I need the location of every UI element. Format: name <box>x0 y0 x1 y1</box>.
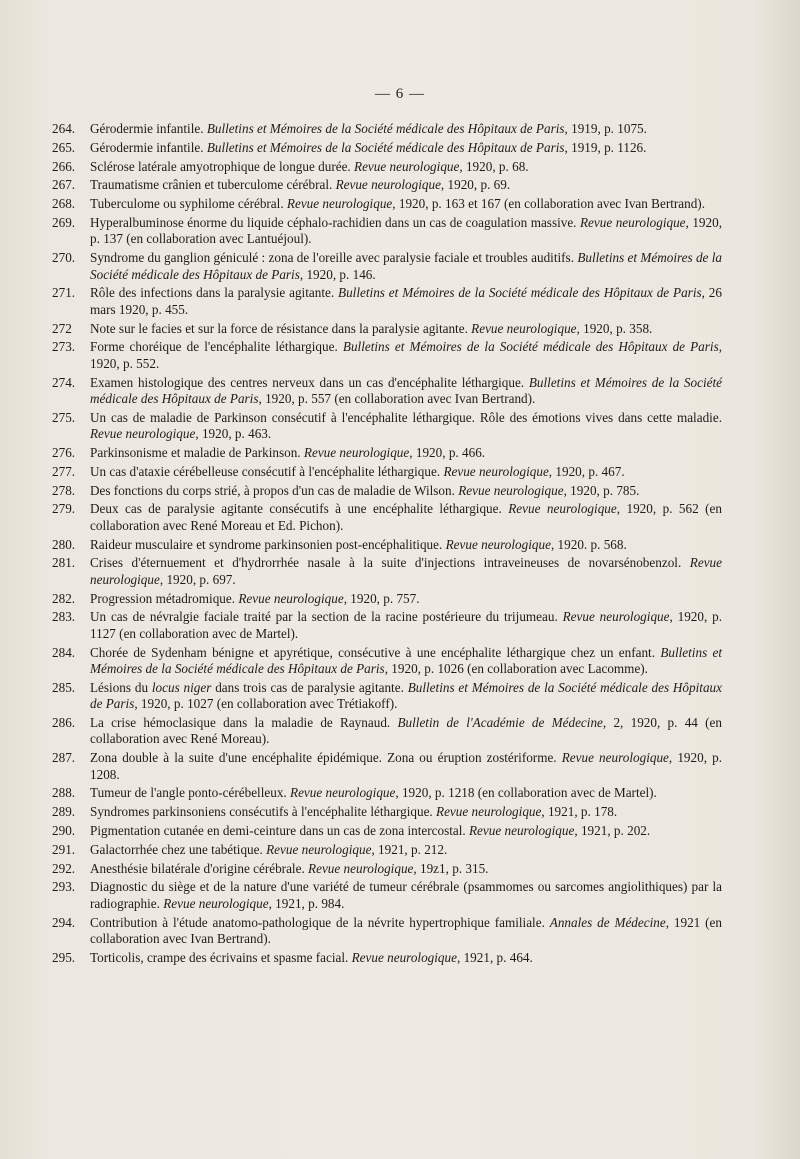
journal-title: Bulletins et Mémoires de la Société médicale des Hôpitaux de Paris <box>90 374 722 406</box>
entry-text-segment: Anesthésie bilatérale d'origine cérébrale. <box>90 860 309 876</box>
entry-text <box>90 645 722 676</box>
entry-number: 279. <box>52 501 76 517</box>
entry-text-segment: , 1921, p. 212. <box>371 841 448 857</box>
entry-text-segment: , 2, 1920, p. 44 (en collaboration avec René Moreau). <box>90 715 723 747</box>
page-number: — 6 — <box>375 86 425 102</box>
entry-text-segment: Un cas de maladie de Parkinson consécutif à l'encéphalite léthargique. Rôle des émotions vives dans cette maladie. <box>90 409 722 425</box>
entry-text-segment: , 1920, p. 697. <box>159 571 236 587</box>
entry-number: 267. <box>52 177 76 193</box>
entry-text-segment: , 1920, p. 466. <box>409 445 486 460</box>
bibliography-entry <box>52 537 722 553</box>
journal-title: Revue neurologique <box>308 860 414 876</box>
journal-title: Revue neurologique <box>266 841 372 857</box>
journal-title: Revue neurologique <box>290 785 396 801</box>
bibliography-entry <box>52 196 722 212</box>
entry-text-segment: , 1920, p. 557 (en collaboration avec Ivan Bertrand). <box>258 391 536 406</box>
entry-number: 285. <box>52 679 76 695</box>
entry-number: 264. <box>52 121 76 136</box>
journal-title: Revue neurologique <box>90 426 196 442</box>
entry-text-segment: , 1921 (en collaboration avec Ivan Bertrand). <box>90 914 722 946</box>
entry-text <box>90 680 722 711</box>
bibliography-entry <box>52 715 722 748</box>
entry-text-segment: Zona double à la suite d'une encéphalite épidémique. Zona ou éruption zostériforme. <box>90 750 562 766</box>
entry-text-segment: , 1920, p. 1026 (en collaboration avec Lacomme). <box>384 661 648 676</box>
entry-text-segment: Contribution à l'étude anatomo-pathologique de la névrite hypertrophique familiale. <box>90 914 550 930</box>
bibliography-entry <box>52 555 722 588</box>
entry-text-segment: , 1921, p. 202. <box>574 823 651 838</box>
bibliography-entry <box>52 501 722 534</box>
entry-number: 272 <box>52 320 72 336</box>
entry-text-segment: , 1920, p. 146. <box>299 266 376 282</box>
entry-text-segment: Tuberculome ou syphilome cérébral. <box>90 196 287 212</box>
entry-text <box>90 375 722 406</box>
entry-text-segment: , 1920, p. 69. <box>440 177 511 193</box>
entry-number: 270. <box>52 250 76 266</box>
entry-text <box>90 464 625 479</box>
bibliography-entry <box>52 321 722 337</box>
entry-number: 280. <box>52 536 76 552</box>
bibliography-entry <box>52 445 722 461</box>
entry-text-segment: dans trois cas de paralysie agitante. <box>211 679 408 695</box>
entry-text-segment: Lésions du <box>90 679 152 695</box>
entry-number: 287. <box>52 750 76 766</box>
bibliography-entry <box>52 879 722 912</box>
entry-text <box>90 339 722 370</box>
entry-text-segment: , 1920, p. 467. <box>548 463 625 479</box>
journal-title: Revue neurologique <box>561 750 669 766</box>
entry-text-segment: , 1921, p. 178. <box>541 804 618 820</box>
entry-text-segment: Syndrome du ganglion géniculé : zona de l'oreille avec paralysie faciale et troubles auditifs. <box>90 250 578 266</box>
bibliography-entry <box>52 483 722 499</box>
journal-title: Revue neurologique <box>238 590 344 606</box>
entry-text-segment: Parkinsonisme et maladie de Parkinson. <box>90 445 304 460</box>
entry-number: 283. <box>52 609 76 625</box>
entry-text-segment: Examen histologique des centres nerveux dans un cas d'encéphalite léthargique. <box>90 374 529 390</box>
journal-title: locus niger <box>151 679 212 695</box>
entry-text-segment: Note sur le facies et sur la force de résistance dans la paralysie agitante. <box>90 320 472 336</box>
entry-text-segment: Des fonctions du corps strié, à propos d'un cas de maladie de Wilson. <box>90 482 459 498</box>
bibliography-entry <box>52 410 722 443</box>
entry-text-segment: , 1920, p. 163 et 167 (en collaboration avec Ivan Bertrand). <box>392 196 705 212</box>
bibliography-entry <box>52 177 722 193</box>
entry-text-segment: Pigmentation cutanée en demi-ceinture dans un cas de zona intercostal. <box>90 823 469 838</box>
entry-text-segment: , 1920, p. 1127 (en collaboration avec de Martel). <box>90 609 723 641</box>
entry-text-segment: Progression métadromique. <box>90 590 239 606</box>
journal-title: Revue neurologique <box>471 320 577 336</box>
bibliography-list <box>52 121 722 969</box>
entry-text-segment: Traumatisme crânien et tuberculome cérébral. <box>90 177 336 193</box>
bibliography-entry <box>52 121 722 137</box>
journal-title: Revue neurologique <box>351 949 457 965</box>
entry-text <box>90 321 652 336</box>
entry-text-segment: , 1920, p. 785. <box>563 482 640 498</box>
bibliography-entry <box>52 250 722 283</box>
entry-number: 288. <box>52 785 76 801</box>
entry-number: 294. <box>52 914 76 930</box>
journal-title: Revue neurologique <box>508 501 617 517</box>
entry-number: 266. <box>52 158 76 174</box>
bibliography-entry <box>52 375 722 408</box>
entry-number: 284. <box>52 644 76 660</box>
entry-text-segment: Crises d'éternuement et d'hydrorrhée nasale à la suite d'injections intraveineuses de novarsénobenzol. <box>90 555 690 571</box>
entry-text <box>90 715 722 746</box>
entry-text-segment: , 1920, p. 552. <box>90 339 723 371</box>
entry-text-segment: Deux cas de paralysie agitante consécutifs à une encéphalite léthargique. <box>90 501 509 517</box>
journal-title: Revue neurologique <box>335 177 441 193</box>
entry-text-segment: , 1920, p. 137 (en collaboration avec Lantuéjoul). <box>90 214 722 247</box>
entry-text <box>90 410 722 441</box>
entry-number: 295. <box>52 949 76 965</box>
journal-title: Bulletin de l'Académie de Médecine <box>397 715 603 730</box>
entry-number: 282. <box>52 590 76 606</box>
entry-text-segment: Sclérose latérale amyotrophique de longue durée. <box>90 158 355 174</box>
entry-text-segment: , 26 mars 1920, p. 455. <box>90 285 722 317</box>
entry-text <box>90 861 488 876</box>
entry-text <box>90 483 639 498</box>
journal-title: Revue neurologique <box>458 482 564 498</box>
entry-text-segment: Hyperalbuminose énorme du liquide céphalo-rachidien dans un cas de coagulation massive. <box>90 214 580 230</box>
entry-text <box>90 823 650 838</box>
entry-number: 276. <box>52 445 76 460</box>
entry-number: 281. <box>52 555 76 571</box>
entry-text-segment: Torticolis, crampe des écrivains et spasme facial. <box>90 949 352 965</box>
entry-number: 269. <box>52 214 76 230</box>
journal-title: Revue neurologique <box>163 895 269 911</box>
entry-number: 286. <box>52 715 76 730</box>
bibliography-entry <box>52 950 722 966</box>
entry-text-segment: Diagnostic du siège et de la nature d'une variété de tumeur cérébrale (psammomes ou sarcomes angiolithiques) par la radiographie. <box>90 879 722 911</box>
journal-title: Revue neurologique <box>303 445 410 460</box>
journal-title: Bulletins et Mémoires de la Société médicale des Hôpitaux de Paris <box>342 339 719 355</box>
bibliography-entry <box>52 285 722 318</box>
bibliography-entry <box>52 159 722 175</box>
entry-text-segment: Syndromes parkinsoniens consécutifs à l'encéphalite léthargique. <box>90 804 437 820</box>
entry-number: 265. <box>52 139 76 155</box>
entry-text <box>90 591 420 606</box>
bibliography-entry <box>52 645 722 678</box>
journal-title: Revue neurologique <box>443 463 549 479</box>
entry-text-segment: , 1920, p. 1218 (en collaboration avec de Martel). <box>395 785 657 801</box>
entry-text <box>90 537 627 552</box>
journal-title: Revue neurologique <box>579 214 686 230</box>
entry-text <box>90 501 722 532</box>
entry-number: 278. <box>52 482 76 498</box>
entry-text-segment: Raideur musculaire et syndrome parkinsonien post-encéphalitique. <box>90 536 446 552</box>
entry-text-segment: , 1919, p. 1126. <box>564 139 647 155</box>
entry-text-segment: Forme choréique de l'encéphalite léthargique. <box>90 339 343 355</box>
bibliography-entry <box>52 339 722 372</box>
journal-title: Annales de Médecine <box>549 914 666 930</box>
entry-text-segment: Un cas de névralgie faciale traité par la section de la racine postérieure du trijumeau. <box>90 609 563 625</box>
entry-text <box>90 750 722 781</box>
entry-text-segment: Chorée de Sydenham bénigne et apyrétique, consécutive à une encéphalite léthargique chez un enfant. <box>90 644 661 660</box>
journal-title: Revue neurologique <box>445 536 551 552</box>
entry-number: 290. <box>52 823 76 838</box>
journal-title: Bulletins et Mémoires de la Société médicale des Hôpitaux de Paris <box>90 250 723 282</box>
journal-title: Revue neurologique <box>436 804 542 820</box>
entry-number: 275. <box>52 409 76 425</box>
entry-text-segment: , 1920, p. 1027 (en collaboration avec Trétiakoff). <box>134 696 398 712</box>
entry-number: 273. <box>52 339 76 355</box>
entry-text-segment: Galactorrhée chez une tabétique. <box>90 841 267 857</box>
entry-number: 277. <box>52 463 76 479</box>
bibliography-entry <box>52 215 722 248</box>
entry-text-segment: La crise hémoclasique dans la maladie de Raynaud. <box>90 715 398 730</box>
bibliography-entry <box>52 804 722 820</box>
entry-text <box>90 250 722 281</box>
bibliography-entry <box>52 915 722 948</box>
entry-text <box>90 121 647 136</box>
entry-text-segment: , 1921, p. 984. <box>268 895 345 911</box>
entry-text <box>90 842 447 857</box>
journal-title: Bulletins et Mémoires de la Société médicale des Hôpitaux de Paris <box>338 285 702 301</box>
entry-text-segment: Gérodermie infantile. <box>90 121 207 136</box>
bibliography-entry <box>52 609 722 642</box>
entry-text <box>90 196 705 211</box>
entry-text <box>90 804 617 819</box>
entry-text-segment: , 1920, p. 757. <box>343 590 420 606</box>
journal-title: Bulletins et Mémoires de la Société médicale des Hôpitaux de Paris <box>90 679 722 712</box>
entry-text <box>90 950 533 965</box>
entry-number: 292. <box>52 860 76 876</box>
entry-number: 271. <box>52 285 76 301</box>
entry-text-segment: , 1920, p. 358. <box>576 320 653 336</box>
entry-text-segment: Tumeur de l'angle ponto-cérébelleux. <box>90 785 291 801</box>
entry-text <box>90 215 722 246</box>
bibliography-entry <box>52 591 722 607</box>
entry-text-segment: , 1920, p. 562 (en collaboration avec René Moreau et Ed. Pichon). <box>90 501 723 533</box>
entry-text <box>90 177 510 192</box>
entry-text <box>90 555 722 586</box>
entry-text-segment: , 1919, p. 1075. <box>564 121 647 136</box>
entry-text-segment: , 19z1, p. 315. <box>413 860 489 876</box>
journal-title: Bulletins et Mémoires de la Société médicale des Hôpitaux de Paris <box>206 121 565 136</box>
bibliography-entry <box>52 861 722 877</box>
entry-text-segment: Gérodermie infantile. <box>90 139 207 155</box>
bibliography-entry <box>52 842 722 858</box>
entry-text-segment: , 1921, p. 464. <box>456 949 533 965</box>
journal-title: Revue neurologique <box>90 555 722 587</box>
entry-text <box>90 785 657 800</box>
journal-title: Bulletins et Mémoires de la Société médicale des Hôpitaux de Paris <box>206 139 565 155</box>
journal-title: Bulletins et Mémoires de la Société médicale des Hôpitaux de Paris <box>90 644 723 676</box>
entry-text <box>90 915 722 946</box>
entry-text-segment: , 1920. p. 568. <box>550 536 627 552</box>
entry-number: 293. <box>52 879 76 895</box>
entry-text <box>90 445 485 460</box>
journal-title: Revue neurologique <box>354 158 460 174</box>
entry-number: 274. <box>52 374 76 390</box>
entry-text-segment: , 1920, p. 1208. <box>90 750 723 782</box>
bibliography-entry <box>52 464 722 480</box>
entry-text <box>90 159 529 174</box>
bibliography-entry <box>52 140 722 156</box>
entry-text <box>90 609 722 640</box>
entry-text-segment: , 1920, p. 463. <box>195 426 272 442</box>
entry-text <box>90 140 646 155</box>
journal-title: Revue neurologique <box>562 609 670 625</box>
bibliography-entry <box>52 680 722 713</box>
entry-number: 289. <box>52 804 76 820</box>
entry-text <box>90 879 722 910</box>
entry-text-segment: , 1920, p. 68. <box>459 158 529 174</box>
bibliography-entry <box>52 785 722 801</box>
entry-text-segment: Rôle des infections dans la paralysie agitante. <box>90 285 339 301</box>
entry-number: 268. <box>52 196 76 212</box>
entry-text <box>90 285 722 316</box>
journal-title: Revue neurologique <box>469 823 575 838</box>
entry-text-segment: Un cas d'ataxie cérébelleuse consécutif à l'encéphalite léthargique. <box>90 463 444 479</box>
bibliography-entry <box>52 750 722 783</box>
entry-number: 291. <box>52 841 76 857</box>
bibliography-entry <box>52 823 722 839</box>
journal-title: Revue neurologique <box>286 196 393 212</box>
